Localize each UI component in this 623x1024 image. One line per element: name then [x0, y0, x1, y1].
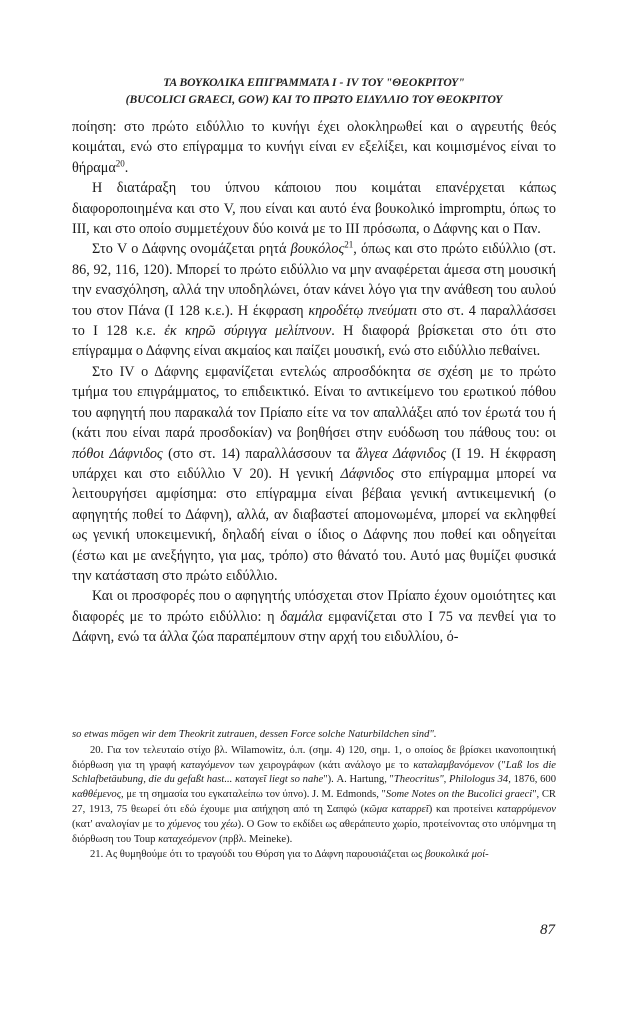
- paragraph-1: ποίηση: στο πρώτο ειδύλλιο το κυνήγι έχει ολοκληρωθεί και ο αγρευτής θεός κοιμάται, ενώ στο επίγραμμα το κυνήγι είναι εν εξελίξει, και κοιμισμένος είναι το θήραμα$^{20}$.: [72, 119, 556, 176]
- page-number: 87: [540, 922, 555, 938]
- footnote-20: 20. Για τον τελευταίο στίχο βλ. Wilamowitz, ό.π. (σημ. 4) 120, σημ. 1, ο οποίος δε βρίσκει ικανοποιητική διόρθωση για τη γραφή καταγόμενον των χειρογράφων (κάτι ανάλογο με το καταλαμβανόμενον ("Laß los die Schlafbetäubung, die du gefaßt hast... καταγεῖ liegt so nahe"). A. Hartung, "Theocritus", Philologus 34, 1876, 600 καθθέμενος, με τη σημασία του εγκαταλείπω τον ύπνο). J. M. Edmonds, "Some Notes on the Bucolici graeci", CR 27, 1913, 75 θεωρεί ότι εδώ έχουμε μια απήχηση από τη Σαπφώ (κῶμα καταρρεῖ) και προτείνει καταρρύμενον (κατ' αναλογίαν με το χύμενος του χέω). Ο Gow το εκδίδει ως αθεράπευτο χωρίο, προτείνοντας στο υπόμνημα τη διόρθωση του Toup καταχεόμενον (πρβλ. Meineke).: [72, 744, 557, 845]
- running-head-line-1: ΤΑ ΒΟΥΚΟΛΙΚΑ ΕΠΙΓΡΑΜΜΑΤΑ I - IV ΤΟΥ "ΘΕΟΚΡΙΤΟΥ": [163, 76, 465, 89]
- paragraph-4: Στο IV ο Δάφνης εμφανίζεται εντελώς απροσδόκητα σε σχέση με το πρώτο τμήμα του επιγράμματος, το επιδεικτικό. Είναι το αντικείμενο του ερωτικού πόθου του αφηγητή που παρακαλά τον Πρίαπο είτε να τον απαλλάξει από τον έρωτά του ή (κάτι που είναι παρά προσδοκίαν) να βοηθήσει στην ευόδωση του πάθους του: οι πόθοι Δάφνιδος (στο στ. 14) παραλλάσσουν τα ἄλγεα Δάφνιδος (Ι 19. Η έκφραση υπάρχει και στο ειδύλλιο V 20). Η γενική Δάφνιδος στο επίγραμμα μπορεί να λειτουργήσει αμφίσημα: στο επίγραμμα είναι βέβαια γενική αντικειμενική (ο αφηγητής ποθεί το Δάφνη), αλλά, αν διαβαστεί απομονωμένα, μπορεί να εκληφθεί ως γενική υποκειμενική, δηλαδή είναι ο ίδιος ο Δάφνης που ποθεί και οδηγείται (έστω και με ανεξήγητο, για μας, τρόπο) στο θάνατό του. Αυτό μας θυμίζει φυσικά την κατάσταση στο πρώτο ειδύλλιο.: [72, 363, 557, 584]
- footnote-21: 21. Ας θυμηθούμε ότι το τραγούδι του Θύρση για το Δάφνη παρουσιάζεται ως βουκολικά μοί-: [90, 849, 489, 861]
- paragraph-2: Η διατάραξη του ύπνου κάποιου που κοιμάται επανέρχεται κάπως διαφοροποιημένα και στο V, που είναι και αυτό ένα βουκολικό impromptu, όπως το III, και στο οποίο συμμετέχουν δύο κοινά με το III πρόσωπα, ο Δάφνης και ο Παν.: [72, 180, 556, 238]
- running-head: [72, 74, 556, 108]
- paragraph-3: Στο V ο Δάφνης ονομάζεται ρητά βουκόλος$^{21}$, όπως και στο πρώτο ειδύλλιο (στ. 86, 92, 116, 120). Μπορεί το πρώτο ειδύλλιο να μην αναφέρεται άμεσα στη μουσική την ενασχόληση, αλλά την υποδηλώνει, όταν κάνει λόγο για την ανάθεση του αυλού του στον Πάνα (Ι 128 κ.ε.). Η έκφραση κηροδέτῳ πνεύματι στο στ. 4 παραλλάσσει το Ι 128 κ.ε. ἐκ κηρῶ σύριγγα μελίπνουν. Η διαφορά βρίσκεται στο ότι στο επίγραμμα ο Δάφνης είναι ακμαίος και παίζει μουσική, ενώ στο ειδύλλιο πεθαίνει.: [72, 239, 556, 360]
- main-text: [72, 117, 556, 648]
- footnote-ref-21: 21: [344, 239, 354, 250]
- footnote-continuation: so etwas mögen wir dem Theokrit zutrauen, dessen Force solche Naturbildchen sind".: [72, 729, 437, 740]
- footnote-ref-20: 20: [115, 158, 125, 169]
- footnotes: [72, 728, 556, 863]
- running-head-line-2: (BUCOLICI GRAECI, GOW) ΚΑΙ ΤΟ ΠΡΩΤΟ ΕΙΔΥΛΛΙΟ ΤΟΥ ΘΕΟΚΡΙΤΟΥ: [125, 93, 503, 106]
- paragraph-5: Και οι προσφορές που ο αφηγητής υπόσχεται στον Πρίαπο έχουν ομοιότητες και διαφορές με το πρώτο ειδύλλιο: η δαμάλα εμφανίζεται στο Ι 75 να πενθεί για το Δάφνη, ενώ τα άλλα ζώα παραπέμπουν στην αρχή του ειδυλλίου, ό-: [72, 588, 557, 646]
